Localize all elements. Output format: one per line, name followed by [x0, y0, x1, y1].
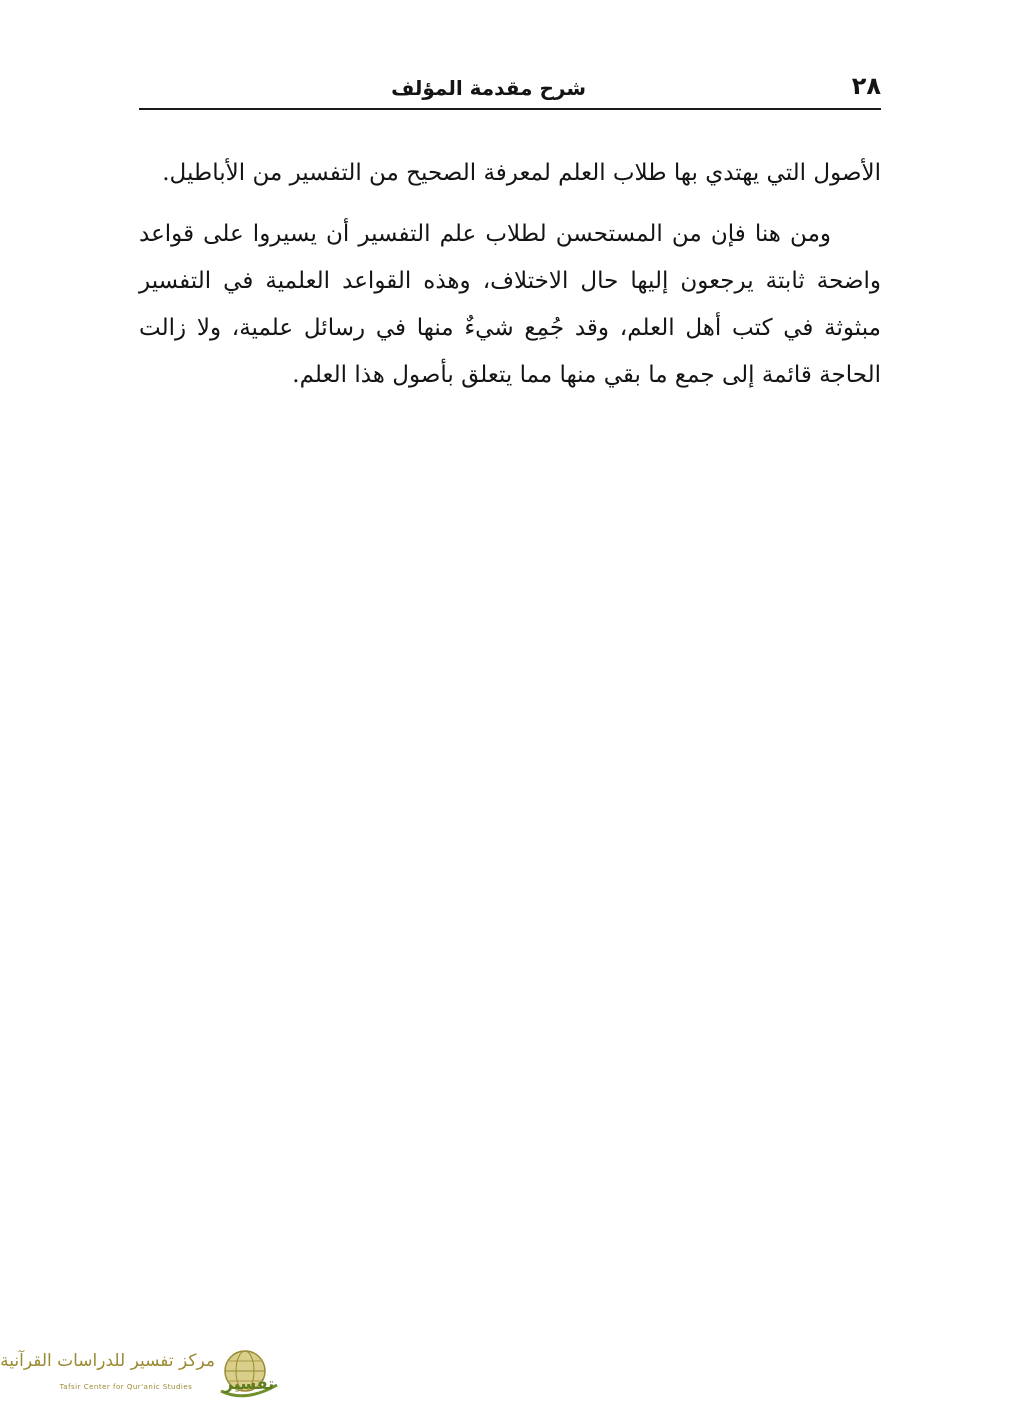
- running-title: شرح مقدمة المؤلف: [391, 76, 586, 100]
- logo-wordmark: مركز تفسير للدراسات القرآنية: [0, 1351, 215, 1371]
- globe-icon: [215, 1345, 281, 1401]
- body-text: [139, 150, 881, 413]
- logo-subtitle: Tafsir Center for Qur'anic Studies: [59, 1383, 193, 1391]
- paragraph-main: ومن هنا فإن من المستحسن لطلاب علم التفسير أن يسيروا على قواعد واضحة ثابتة يرجعون إليها حال الاختلاف، وهذه القواعد العلمية في التفسير مبثوثة في كتب أهل العلم، وقد جُمِع شيءٌ منها في رسائل علمية، ولا زالت الحاجة قائمة إلى جمع ما بقي منها مما يتعلق بأصول هذا العلم.: [139, 221, 881, 388]
- page-number: ٢٨: [851, 72, 881, 100]
- paragraph-continuation: الأصول التي يهتدي بها طلاب العلم لمعرفة الصحيح من التفسير من الأباطيل.: [162, 160, 881, 186]
- publisher-logo: [0, 1345, 282, 1401]
- page-header: [139, 68, 881, 110]
- logo-emblem-text: تفسير: [223, 1374, 275, 1393]
